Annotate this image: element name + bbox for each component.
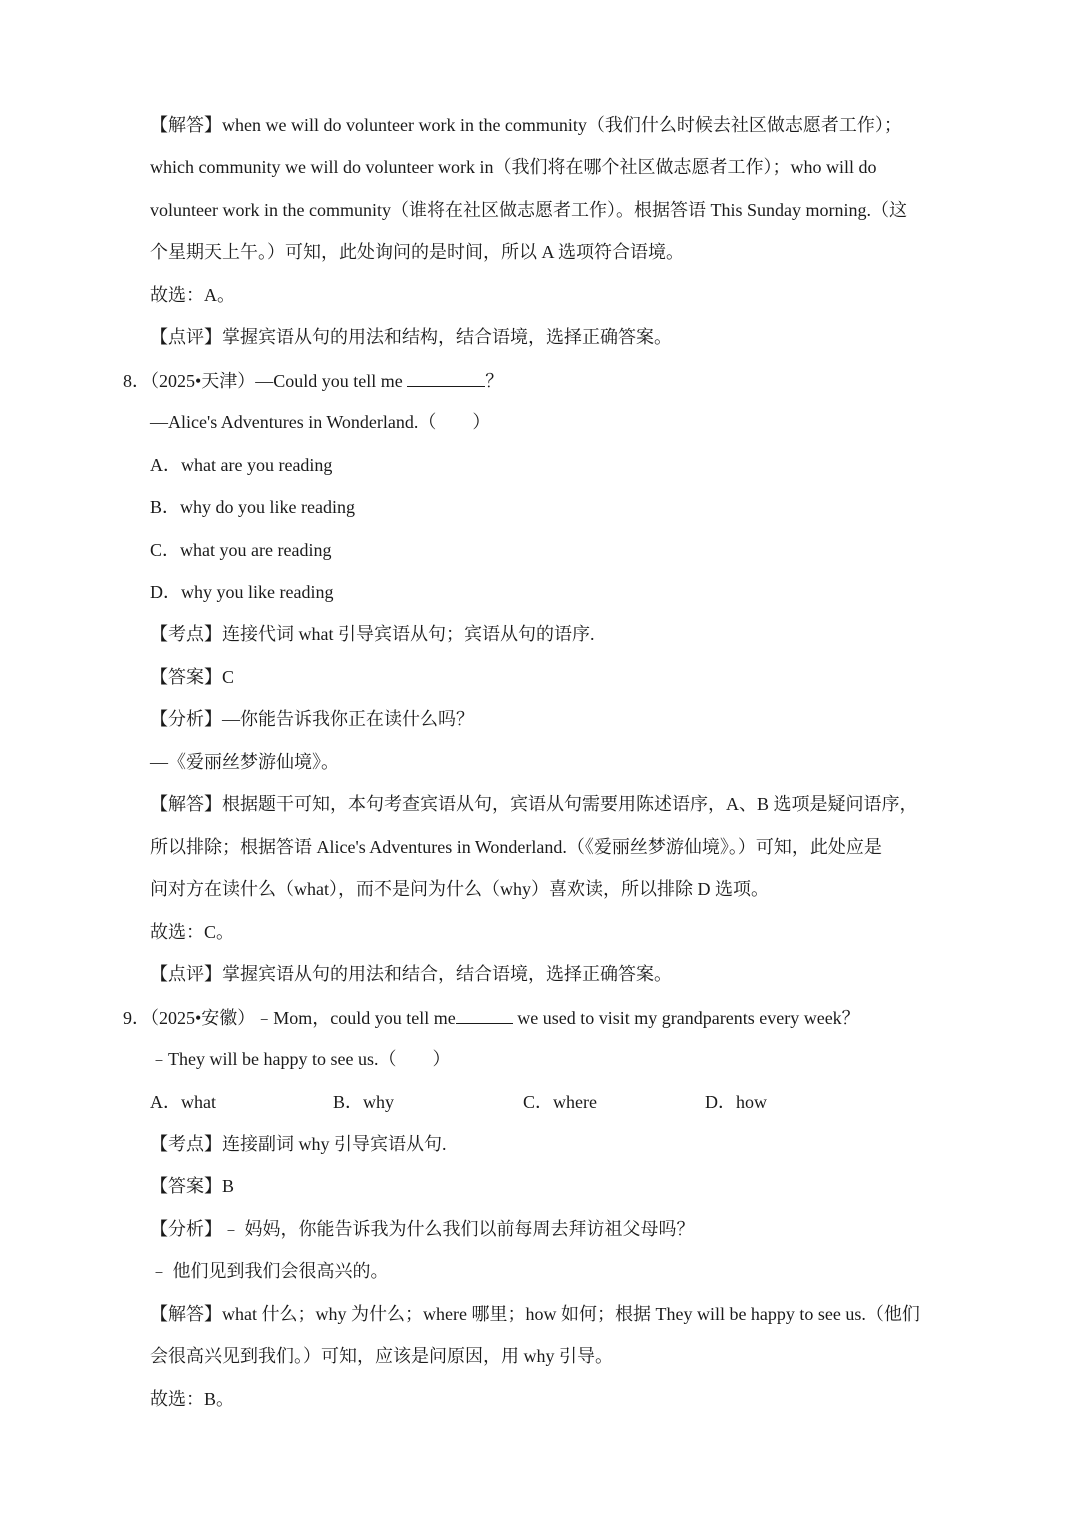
q9-stem-after: we used to visit my grandparents every week？ — [512, 1008, 860, 1028]
q8-option-b: B．why do you like reading — [150, 497, 355, 517]
q8-choice: 故选：C。 — [150, 922, 235, 942]
q9-reply: ﹣They will be happy to see us.（ ） — [150, 1049, 451, 1069]
q7-choice: 故选：A。 — [150, 285, 235, 305]
q8-analysis-1: 【分析】—你能告诉我你正在读什么吗？ — [150, 709, 474, 729]
q9-option-b: B．why — [333, 1092, 395, 1112]
q8-option-a: A．what are you reading — [150, 455, 333, 475]
q9-analysis-2: ﹣ 他们见到我们会很高兴的。 — [150, 1261, 389, 1281]
q7-review: 【点评】掌握宾语从句的用法和结构，结合语境，选择正确答案。 — [150, 327, 672, 347]
q9-choice: 故选：B。 — [150, 1389, 235, 1409]
q7-solution-line-3: volunteer work in the community（谁将在社区做志愿者工作）。根据答语 This Sunday morning.（这 — [150, 200, 907, 220]
q8-analysis-2: —《爱丽丝梦游仙境》。 — [150, 752, 339, 772]
q9-stem-before: （2025•安徽）﹣Mom，could you tell me — [150, 1008, 456, 1028]
q8-number: 8． — [123, 371, 150, 391]
q8-option-d: D．why you like reading — [150, 582, 334, 602]
q9-kaodian: 【考点】连接副词 why 引导宾语从句. — [150, 1134, 447, 1154]
q8-solution-3: 问对方在读什么（what），而不是问为什么（why）喜欢读，所以排除 D 选项。 — [150, 879, 769, 899]
q9-option-c: C．where — [523, 1092, 597, 1112]
q9-option-d: D．how — [705, 1092, 767, 1112]
q7-solution-line-4: 个星期天上午。）可知，此处询问的是时间，所以 A 选项符合语境。 — [150, 242, 685, 262]
q7-solution-line-1: 【解答】when we will do volunteer work in the community（我们什么时候去社区做志愿者工作）； — [150, 115, 902, 135]
q9-blank — [456, 1005, 513, 1024]
q9-analysis-1: 【分析】﹣ 妈妈，你能告诉我为什么我们以前每周去拜访祖父母吗？ — [150, 1219, 695, 1239]
q9-number: 9． — [123, 1008, 150, 1028]
q9-solution-2: 会很高兴见到我们。）可知，应该是问原因，用 why 引导。 — [150, 1346, 613, 1366]
q8-review: 【点评】掌握宾语从句的用法和结合，结合语境，选择正确答案。 — [150, 964, 672, 984]
q8-stem-after: ？ — [485, 371, 504, 391]
q8-solution-2: 所以排除；根据答语 Alice's Adventures in Wonderland.（《爱丽丝梦游仙境》。）可知，此处应是 — [150, 837, 882, 857]
q8-blank — [407, 368, 485, 387]
q9-answer: 【答案】B — [150, 1176, 235, 1196]
q7-solution-line-2: which community we will do volunteer work in（我们将在哪个社区做志愿者工作）；who will do — [150, 157, 877, 177]
q9-option-a: A．what — [150, 1092, 216, 1112]
q9-solution-1: 【解答】what 什么；why 为什么；where 哪里；how 如何；根据 They will be happy to see us.（他们 — [150, 1304, 920, 1324]
q8-stem — [123, 368, 503, 392]
q9-stem — [123, 1005, 860, 1029]
q8-stem-before: （2025•天津）—Could you tell me — [150, 371, 408, 391]
q8-solution-1: 【解答】根据题干可知，本句考查宾语从句，宾语从句需要用陈述语序，A、B 选项是疑问语序， — [150, 794, 918, 814]
q9-options — [150, 1090, 850, 1114]
q8-answer: 【答案】C — [150, 667, 235, 687]
q8-option-c: C．what you are reading — [150, 540, 332, 560]
q8-reply: —Alice's Adventures in Wonderland.（ ） — [150, 412, 491, 432]
q8-kaodian: 【考点】连接代词 what 引导宾语从句；宾语从句的语序. — [150, 624, 595, 644]
